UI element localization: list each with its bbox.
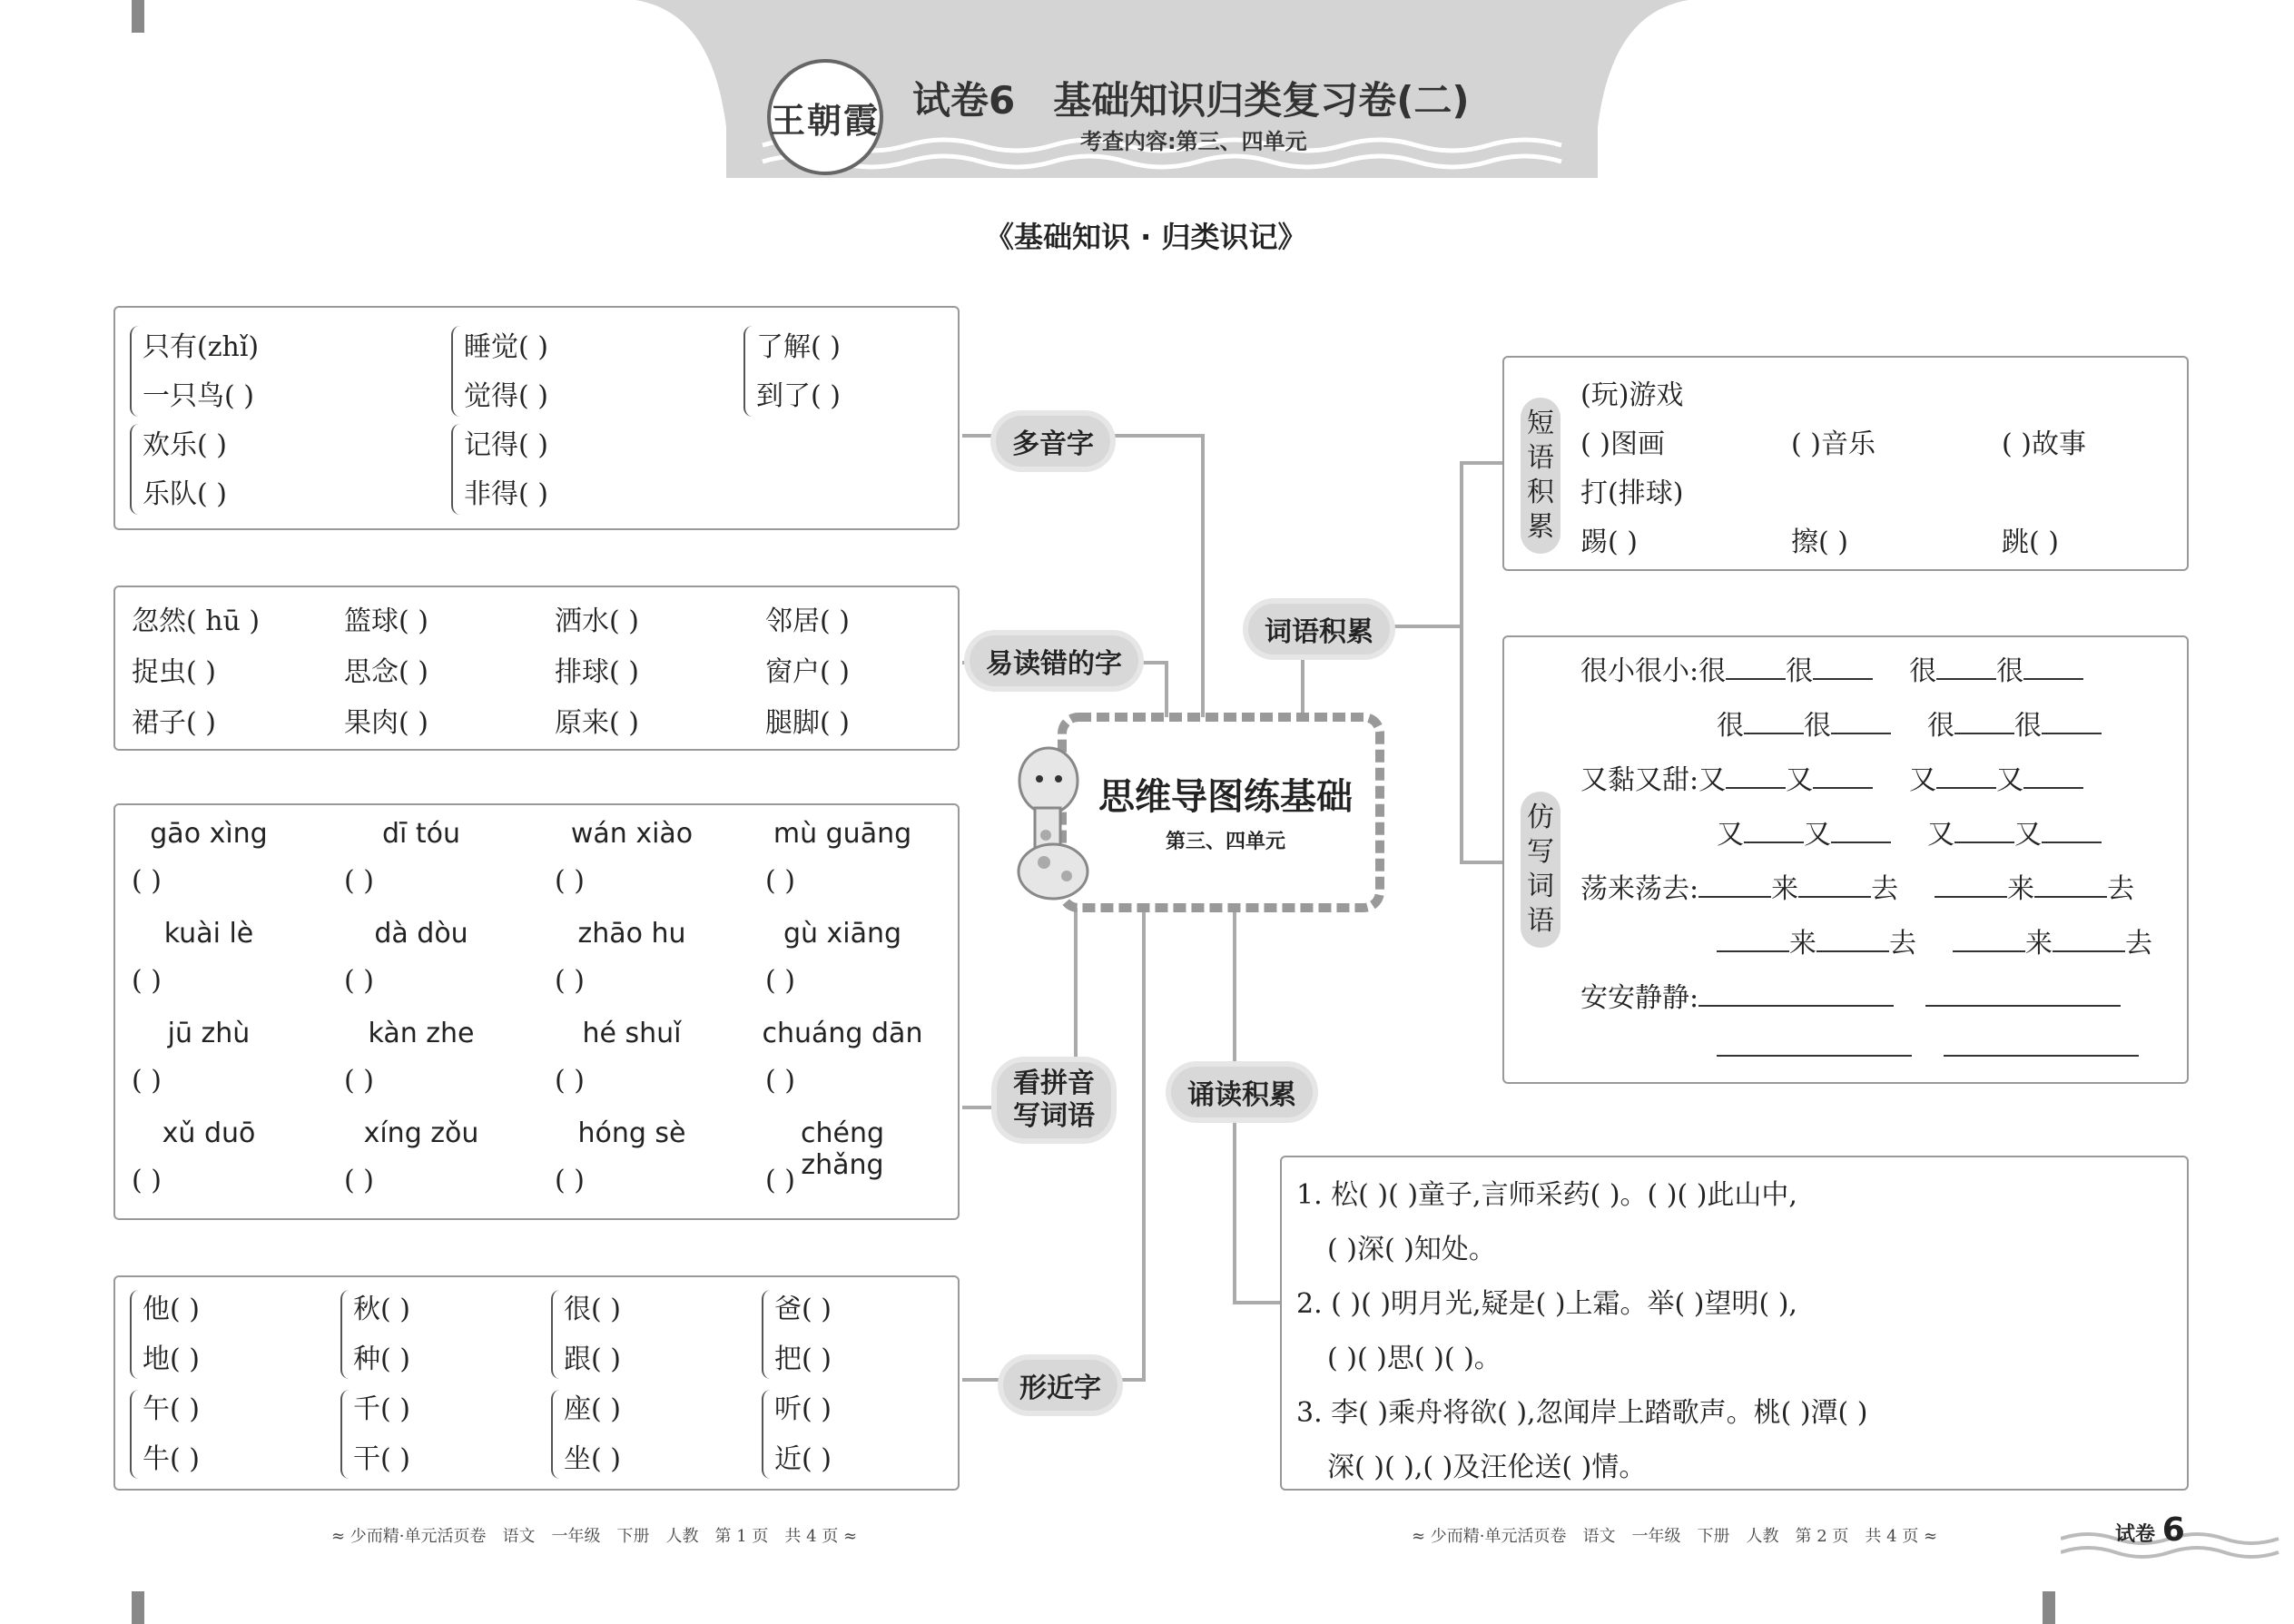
answer-blank[interactable] bbox=[2042, 707, 2102, 734]
brace bbox=[551, 1390, 562, 1479]
center-subtitle: 第三、四单元 bbox=[1165, 831, 1285, 853]
node-misread: 易读错的字 bbox=[970, 635, 1138, 686]
brace bbox=[130, 1290, 141, 1379]
answer-blank[interactable] bbox=[1798, 871, 1871, 898]
fixed-char: 来 bbox=[1789, 928, 1816, 960]
answer-blank[interactable] bbox=[1831, 707, 1891, 734]
pinyin-word: dà dòu bbox=[374, 918, 468, 950]
fixed-char: 很 bbox=[1927, 710, 1954, 742]
recite-line: 3. 李( )乘舟将欲( ),忽闻岸上踏歌声。桃( )潭( ) bbox=[1296, 1397, 1868, 1429]
fixed-char: 去 bbox=[2107, 873, 2135, 905]
similar-entry: 种( ) bbox=[353, 1343, 410, 1375]
brace bbox=[130, 424, 141, 515]
fixed-char: 很 bbox=[1909, 655, 1937, 687]
pinyin-word: xǔ duō bbox=[162, 1117, 256, 1149]
imitate-row bbox=[1580, 812, 2102, 851]
imitate-prompt: 很小很小: bbox=[1580, 655, 1699, 687]
answer-parens: ( ) bbox=[344, 1065, 374, 1097]
answer-parens: ( ) bbox=[132, 1065, 162, 1097]
polyphone-box bbox=[113, 306, 960, 530]
imitate-row bbox=[1580, 975, 2121, 1015]
answer-blank[interactable] bbox=[1936, 762, 1996, 789]
answer-parens: ( ) bbox=[765, 865, 795, 897]
answer-parens: ( ) bbox=[555, 1065, 585, 1097]
fixed-char: 来 bbox=[2025, 928, 2053, 960]
answer-blank[interactable] bbox=[1698, 871, 1771, 898]
misread-entry: 思念( ) bbox=[344, 656, 428, 688]
polyphone-entry: 觉得( ) bbox=[464, 380, 548, 412]
center-title: 思维导图练基础 bbox=[1098, 776, 1353, 818]
similar-entry: 跟( ) bbox=[564, 1343, 621, 1375]
phrases-box bbox=[1502, 356, 2189, 571]
fixed-char: 很 bbox=[1698, 655, 1727, 687]
imitate-row bbox=[1580, 648, 2083, 688]
node-words: 词语积累 bbox=[1248, 604, 1390, 655]
answer-parens: ( ) bbox=[344, 1165, 374, 1196]
brace bbox=[743, 326, 754, 417]
brace bbox=[451, 424, 462, 515]
similar-entry: 地( ) bbox=[143, 1343, 200, 1375]
similar-entry: 坐( ) bbox=[564, 1443, 621, 1475]
similar-entry: 听( ) bbox=[774, 1393, 832, 1425]
phrase-line: 打(排球) bbox=[1580, 477, 1684, 509]
fixed-char: 很 bbox=[1804, 710, 1831, 742]
recite-line: 2. ( )( )明月光,疑是( )上霜。举( )望明( ), bbox=[1296, 1288, 1797, 1320]
fixed-char: 又 bbox=[1717, 819, 1744, 851]
pinyin-box bbox=[113, 803, 960, 1220]
answer-blank[interactable] bbox=[1935, 871, 2007, 898]
recite-line: 1. 松( )( )童子,言师采药( )。( )( )此山中, bbox=[1296, 1179, 1797, 1211]
answer-blank[interactable] bbox=[1816, 925, 1889, 952]
imitate-row bbox=[1580, 757, 2083, 797]
imitate-row bbox=[1580, 866, 2134, 906]
center-panel bbox=[999, 708, 1389, 917]
fixed-char: 去 bbox=[2125, 928, 2152, 960]
answer-parens: ( ) bbox=[344, 865, 374, 897]
misread-box bbox=[113, 586, 960, 751]
fixed-char: 来 bbox=[1771, 873, 1799, 905]
answer-blank[interactable] bbox=[1717, 925, 1789, 952]
footer-tag-label: 试卷 bbox=[2115, 1523, 2156, 1546]
answer-blank[interactable] bbox=[1944, 1029, 2139, 1057]
page-subtitle: 考查内容:第三、四单元 bbox=[1080, 129, 1307, 154]
fixed-char: 又 bbox=[1927, 819, 1954, 851]
answer-blank[interactable] bbox=[1831, 816, 1891, 843]
misread-entry: 洒水( ) bbox=[555, 605, 639, 637]
polyphone-entry: 了解( ) bbox=[756, 331, 841, 363]
similar-entry: 近( ) bbox=[774, 1443, 832, 1475]
misread-entry: 果肉( ) bbox=[344, 707, 428, 739]
similar-entry: 很( ) bbox=[564, 1294, 621, 1325]
similar-entry: 千( ) bbox=[353, 1393, 410, 1425]
fixed-char: 又 bbox=[2014, 819, 2042, 851]
imitate-row bbox=[1580, 703, 2102, 743]
brace bbox=[130, 326, 141, 417]
brace bbox=[340, 1290, 351, 1379]
misread-entry: 捉虫( ) bbox=[132, 656, 216, 688]
misread-entry: 排球( ) bbox=[555, 656, 639, 688]
similar-entry: 牛( ) bbox=[143, 1443, 200, 1475]
fixed-char: 又 bbox=[1909, 764, 1937, 796]
node-similar: 形近字 bbox=[1003, 1360, 1117, 1411]
polyphone-entry: 睡觉( ) bbox=[464, 331, 548, 363]
recite-box bbox=[1280, 1156, 2189, 1491]
misread-entry: 腿脚( ) bbox=[765, 707, 850, 739]
pinyin-word: kuài lè bbox=[163, 918, 254, 950]
recite-line: ( )深( )知处。 bbox=[1327, 1234, 1496, 1265]
similar-entry: 他( ) bbox=[143, 1294, 200, 1325]
answer-parens: ( ) bbox=[344, 965, 374, 997]
answer-blank[interactable] bbox=[1744, 816, 1804, 843]
phrase-line: ( )音乐 bbox=[1791, 428, 1876, 460]
phrases-label: 短语积累 bbox=[1521, 398, 1561, 554]
answer-parens: ( ) bbox=[132, 1165, 162, 1196]
node-pinyin-line: 写词语 bbox=[1013, 1100, 1095, 1132]
pinyin-word: chuáng dān bbox=[762, 1018, 923, 1049]
answer-parens: ( ) bbox=[132, 965, 162, 997]
fixed-char: 去 bbox=[1871, 873, 1899, 905]
fixed-char: 很 bbox=[1717, 710, 1744, 742]
pinyin-word: hé shuǐ bbox=[582, 1018, 682, 1049]
misread-entry: 邻居( ) bbox=[765, 605, 850, 637]
fixed-char: 又 bbox=[1698, 764, 1727, 796]
footer-tag bbox=[2115, 1511, 2185, 1549]
answer-parens: ( ) bbox=[555, 965, 585, 997]
similar-entry: 干( ) bbox=[353, 1443, 410, 1475]
imitate-prompt: 荡来荡去: bbox=[1580, 873, 1699, 905]
pinyin-word: gù xiāng bbox=[783, 918, 902, 950]
imitate-prompt: 安安静静: bbox=[1580, 982, 1699, 1014]
answer-blank[interactable] bbox=[2042, 816, 2102, 843]
brace bbox=[451, 326, 462, 417]
answer-parens: ( ) bbox=[132, 865, 162, 897]
answer-blank[interactable] bbox=[1936, 653, 1996, 680]
polyphone-entry: 欢乐( ) bbox=[143, 429, 227, 461]
answer-blank[interactable] bbox=[1813, 762, 1873, 789]
fixed-char: 又 bbox=[1804, 819, 1831, 851]
pinyin-word: hóng sè bbox=[577, 1117, 686, 1149]
node-pinyin-line: 看拼音 bbox=[1013, 1068, 1095, 1099]
answer-blank[interactable] bbox=[1925, 979, 2121, 1007]
brace bbox=[551, 1290, 562, 1379]
answer-blank[interactable] bbox=[1726, 762, 1786, 789]
brace bbox=[762, 1290, 773, 1379]
misread-entry: 裙子( ) bbox=[132, 707, 216, 739]
polyphone-entry: 一只鸟( ) bbox=[143, 380, 254, 412]
similar-entry: 把( ) bbox=[774, 1343, 832, 1375]
recite-line: 深( )( ),( )及汪伦送( )情。 bbox=[1327, 1452, 1647, 1483]
similar-box bbox=[113, 1275, 960, 1491]
pinyin-word: dī tóu bbox=[381, 818, 461, 850]
answer-blank[interactable] bbox=[1953, 925, 2025, 952]
footer-right: ≈ 少而精·单元活页卷 语文 一年级 下册 人教 第 2 页 共 4 页 ≈ bbox=[1412, 1527, 1938, 1546]
imitate-row bbox=[1580, 920, 2152, 960]
answer-blank[interactable] bbox=[2053, 925, 2125, 952]
fixed-char: 又 bbox=[1996, 764, 2024, 796]
fixed-char: 来 bbox=[2007, 873, 2035, 905]
node-recite: 诵读积累 bbox=[1171, 1067, 1313, 1117]
answer-blank[interactable] bbox=[1717, 1029, 1912, 1057]
node-pinyin bbox=[997, 1062, 1111, 1138]
polyphone-entry: 非得( ) bbox=[464, 478, 548, 510]
polyphone-entry: 只有(zhǐ) bbox=[143, 331, 260, 363]
misread-entry: 篮球( ) bbox=[344, 605, 428, 637]
imitate-row bbox=[1580, 1029, 2139, 1064]
answer-parens: ( ) bbox=[765, 1165, 795, 1196]
footer-left: ≈ 少而精·单元活页卷 语文 一年级 下册 人教 第 1 页 共 4 页 ≈ bbox=[331, 1527, 858, 1546]
phrase-line: 跳( ) bbox=[2002, 527, 2059, 558]
misread-entry: 忽然( hū ) bbox=[132, 605, 261, 637]
brace bbox=[762, 1390, 773, 1479]
polyphone-entry: 到了( ) bbox=[756, 380, 841, 412]
pinyin-word: jū zhù bbox=[167, 1018, 251, 1049]
recite-line: ( )( )思( )( )。 bbox=[1327, 1343, 1501, 1374]
node-polyphone: 多音字 bbox=[996, 416, 1110, 467]
phrase-line: ( )图画 bbox=[1580, 428, 1665, 460]
similar-entry: 午( ) bbox=[143, 1393, 200, 1425]
answer-blank[interactable] bbox=[2023, 653, 2083, 680]
fixed-char: 很 bbox=[2014, 710, 2042, 742]
fixed-char: 去 bbox=[1889, 928, 1916, 960]
polyphone-entry: 乐队( ) bbox=[143, 478, 227, 510]
footer-tag-number: 6 bbox=[2161, 1511, 2185, 1549]
imitate-label: 仿写词语 bbox=[1521, 792, 1561, 948]
phrase-line: 踢( ) bbox=[1580, 527, 1638, 558]
phrase-line: 擦( ) bbox=[1791, 527, 1848, 558]
fixed-char: 很 bbox=[1996, 655, 2024, 687]
phrase-line: ( )故事 bbox=[2002, 428, 2086, 460]
similar-entry: 秋( ) bbox=[353, 1294, 410, 1325]
pinyin-word: mù guāng bbox=[773, 818, 912, 850]
section-heading: 《基础知识 · 归类识记》 bbox=[985, 220, 1307, 254]
answer-blank[interactable] bbox=[1744, 707, 1804, 734]
pinyin-word: kàn zhe bbox=[368, 1018, 475, 1049]
similar-entry: 座( ) bbox=[564, 1393, 621, 1425]
logo-text: 王朝霞 bbox=[771, 99, 881, 141]
pinyin-word: wán xiào bbox=[570, 818, 694, 850]
pinyin-word: xíng zǒu bbox=[363, 1117, 479, 1149]
answer-blank[interactable] bbox=[1726, 653, 1786, 680]
answer-parens: ( ) bbox=[765, 965, 795, 997]
answer-parens: ( ) bbox=[765, 1065, 795, 1097]
polyphone-entry: 记得( ) bbox=[464, 429, 548, 461]
similar-entry: 爸( ) bbox=[774, 1294, 832, 1325]
answer-blank[interactable] bbox=[1813, 653, 1873, 680]
answer-parens: ( ) bbox=[555, 865, 585, 897]
imitate-prompt: 又黏又甜: bbox=[1580, 764, 1699, 796]
answer-blank[interactable] bbox=[2034, 871, 2107, 898]
misread-entry: 窗户( ) bbox=[765, 656, 850, 688]
brace bbox=[130, 1390, 141, 1479]
misread-entry: 原来( ) bbox=[555, 707, 639, 739]
pinyin-word: zhāo hu bbox=[577, 918, 686, 950]
answer-blank[interactable] bbox=[2023, 762, 2083, 789]
answer-blank[interactable] bbox=[1954, 816, 2014, 843]
answer-parens: ( ) bbox=[555, 1165, 585, 1196]
brace bbox=[340, 1390, 351, 1479]
phrase-line: (玩)游戏 bbox=[1580, 379, 1684, 411]
fixed-char: 又 bbox=[1786, 764, 1814, 796]
fixed-char: 很 bbox=[1786, 655, 1814, 687]
page-title: 试卷6 基础知识归类复习卷(二) bbox=[912, 78, 1470, 123]
pinyin-word: gāo xìng bbox=[150, 818, 268, 850]
pinyin-word: chéng zhǎng bbox=[800, 1117, 885, 1181]
answer-blank[interactable] bbox=[1698, 979, 1894, 1007]
imitate-box bbox=[1502, 635, 2189, 1084]
answer-blank[interactable] bbox=[1954, 707, 2014, 734]
